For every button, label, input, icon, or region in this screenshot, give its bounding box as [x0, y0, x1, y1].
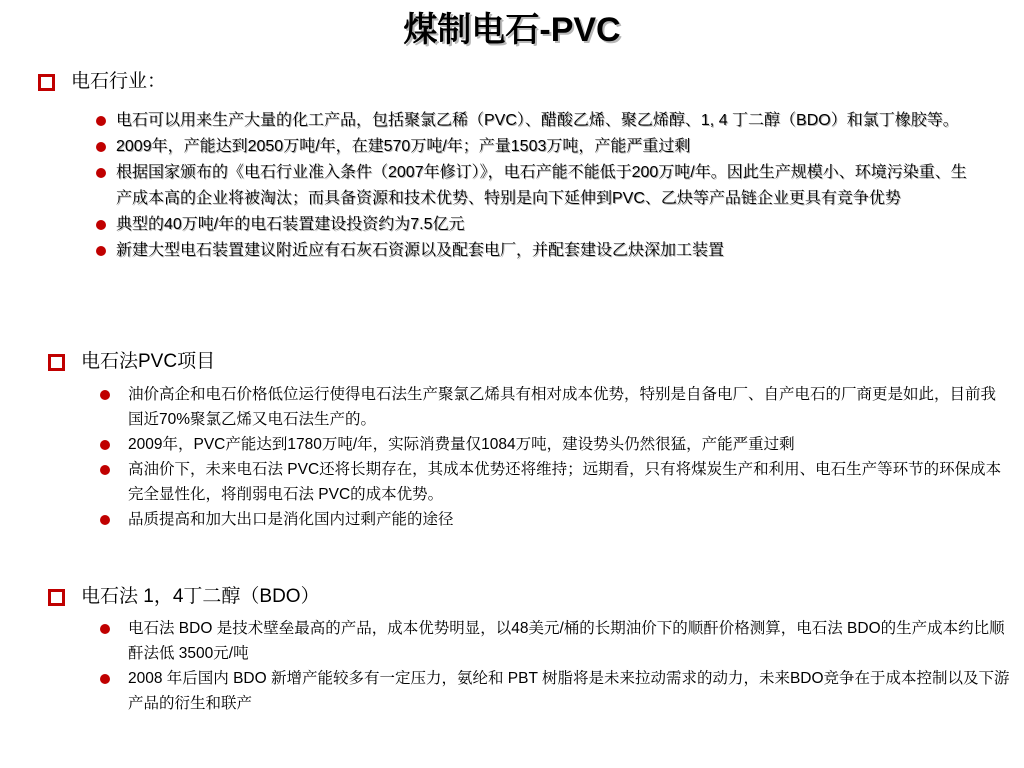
section-heading-text: 电石法PVC项目 [81, 351, 216, 372]
section-heading-text: 电石行业： [71, 71, 167, 92]
bullet-dot-icon [100, 624, 110, 634]
bdo-bullet-list [98, 616, 1010, 716]
section-heading-text: 电石法 1，4丁二醇（BDO） [81, 586, 320, 607]
list-item: 品质提高和加大出口是消化国内过剩产能的途径 [98, 507, 1010, 532]
list-item: 2008 年后国内 BDO 新增产能较多有一定压力，氨纶和 PBT 树脂将是未来拉动需求的动力，未来BDO竞争在于成本控制以及下游产品的衍生和联产 [98, 666, 1010, 716]
bullet-dot-icon [100, 390, 110, 400]
page-title: 煤制电石-PVC [403, 11, 621, 49]
list-item: 高油价下，未来电石法 PVC还将长期存在，其成本优势还将维持；远期看，只有将煤炭生产和利用、电石生产等环节的环保成本完全显性化，将削弱电石法 PVC的成本优势。 [98, 457, 1010, 507]
list-item: 油价高企和电石价格低位运行使得电石法生产聚氯乙烯具有相对成本优势，特别是自备电厂、自产电石的厂商更是如此，目前我国近70%聚氯乙烯又电石法生产的。 [98, 382, 1010, 432]
list-item: 2009年，产能达到2050万吨/年，在建570万吨/年；产量1503万吨，产能严重过剩 [96, 134, 981, 160]
section-heading-pvc [48, 350, 215, 374]
bullet-dot-icon [100, 465, 110, 475]
section-heading-bdo [48, 585, 320, 609]
bullet-dot-icon [96, 168, 106, 178]
square-bullet-icon [48, 354, 65, 371]
bullet-dot-icon [96, 116, 106, 126]
industry-bullet-list [96, 108, 981, 264]
list-item: 新建大型电石装置建议附近应有石灰石资源以及配套电厂，并配套建设乙炔深加工装置 [96, 238, 981, 264]
square-bullet-icon [48, 589, 65, 606]
bullet-dot-icon [96, 142, 106, 152]
bullet-dot-icon [96, 220, 106, 230]
list-item: 根据国家颁布的《电石行业准入条件（2007年修订）》，电石产能不能低于200万吨/年。因此生产规模小、环境污染重、生产成本高的企业将被淘汰；而具备资源和技术优势、特别是向下延伸到PVC、乙炔等产品链企业更具有竞争优势 [96, 160, 981, 212]
list-item: 电石法 BDO 是技术壁垒最高的产品，成本优势明显，以48美元/桶的长期油价下的顺酐价格测算，电石法 BDO的生产成本约比顺酐法低 3500元/吨 [98, 616, 1010, 666]
list-item: 2009年，PVC产能达到1780万吨/年，实际消费量仅1084万吨，建设势头仍然很猛，产能严重过剩 [98, 432, 1010, 457]
bullet-dot-icon [100, 440, 110, 450]
square-bullet-icon [38, 74, 55, 91]
bullet-dot-icon [96, 246, 106, 256]
list-item: 典型的40万吨/年的电石装置建设投资约为7.5亿元 [96, 212, 981, 238]
list-item: 电石可以用来生产大量的化工产品，包括聚氯乙稀（PVC）、醋酸乙烯、聚乙烯醇、1, 4 丁二醇（BDO）和氯丁橡胶等。 [96, 108, 981, 134]
section-heading-industry [38, 70, 166, 94]
bullet-dot-icon [100, 674, 110, 684]
bullet-dot-icon [100, 515, 110, 525]
pvc-bullet-list [98, 382, 1010, 532]
